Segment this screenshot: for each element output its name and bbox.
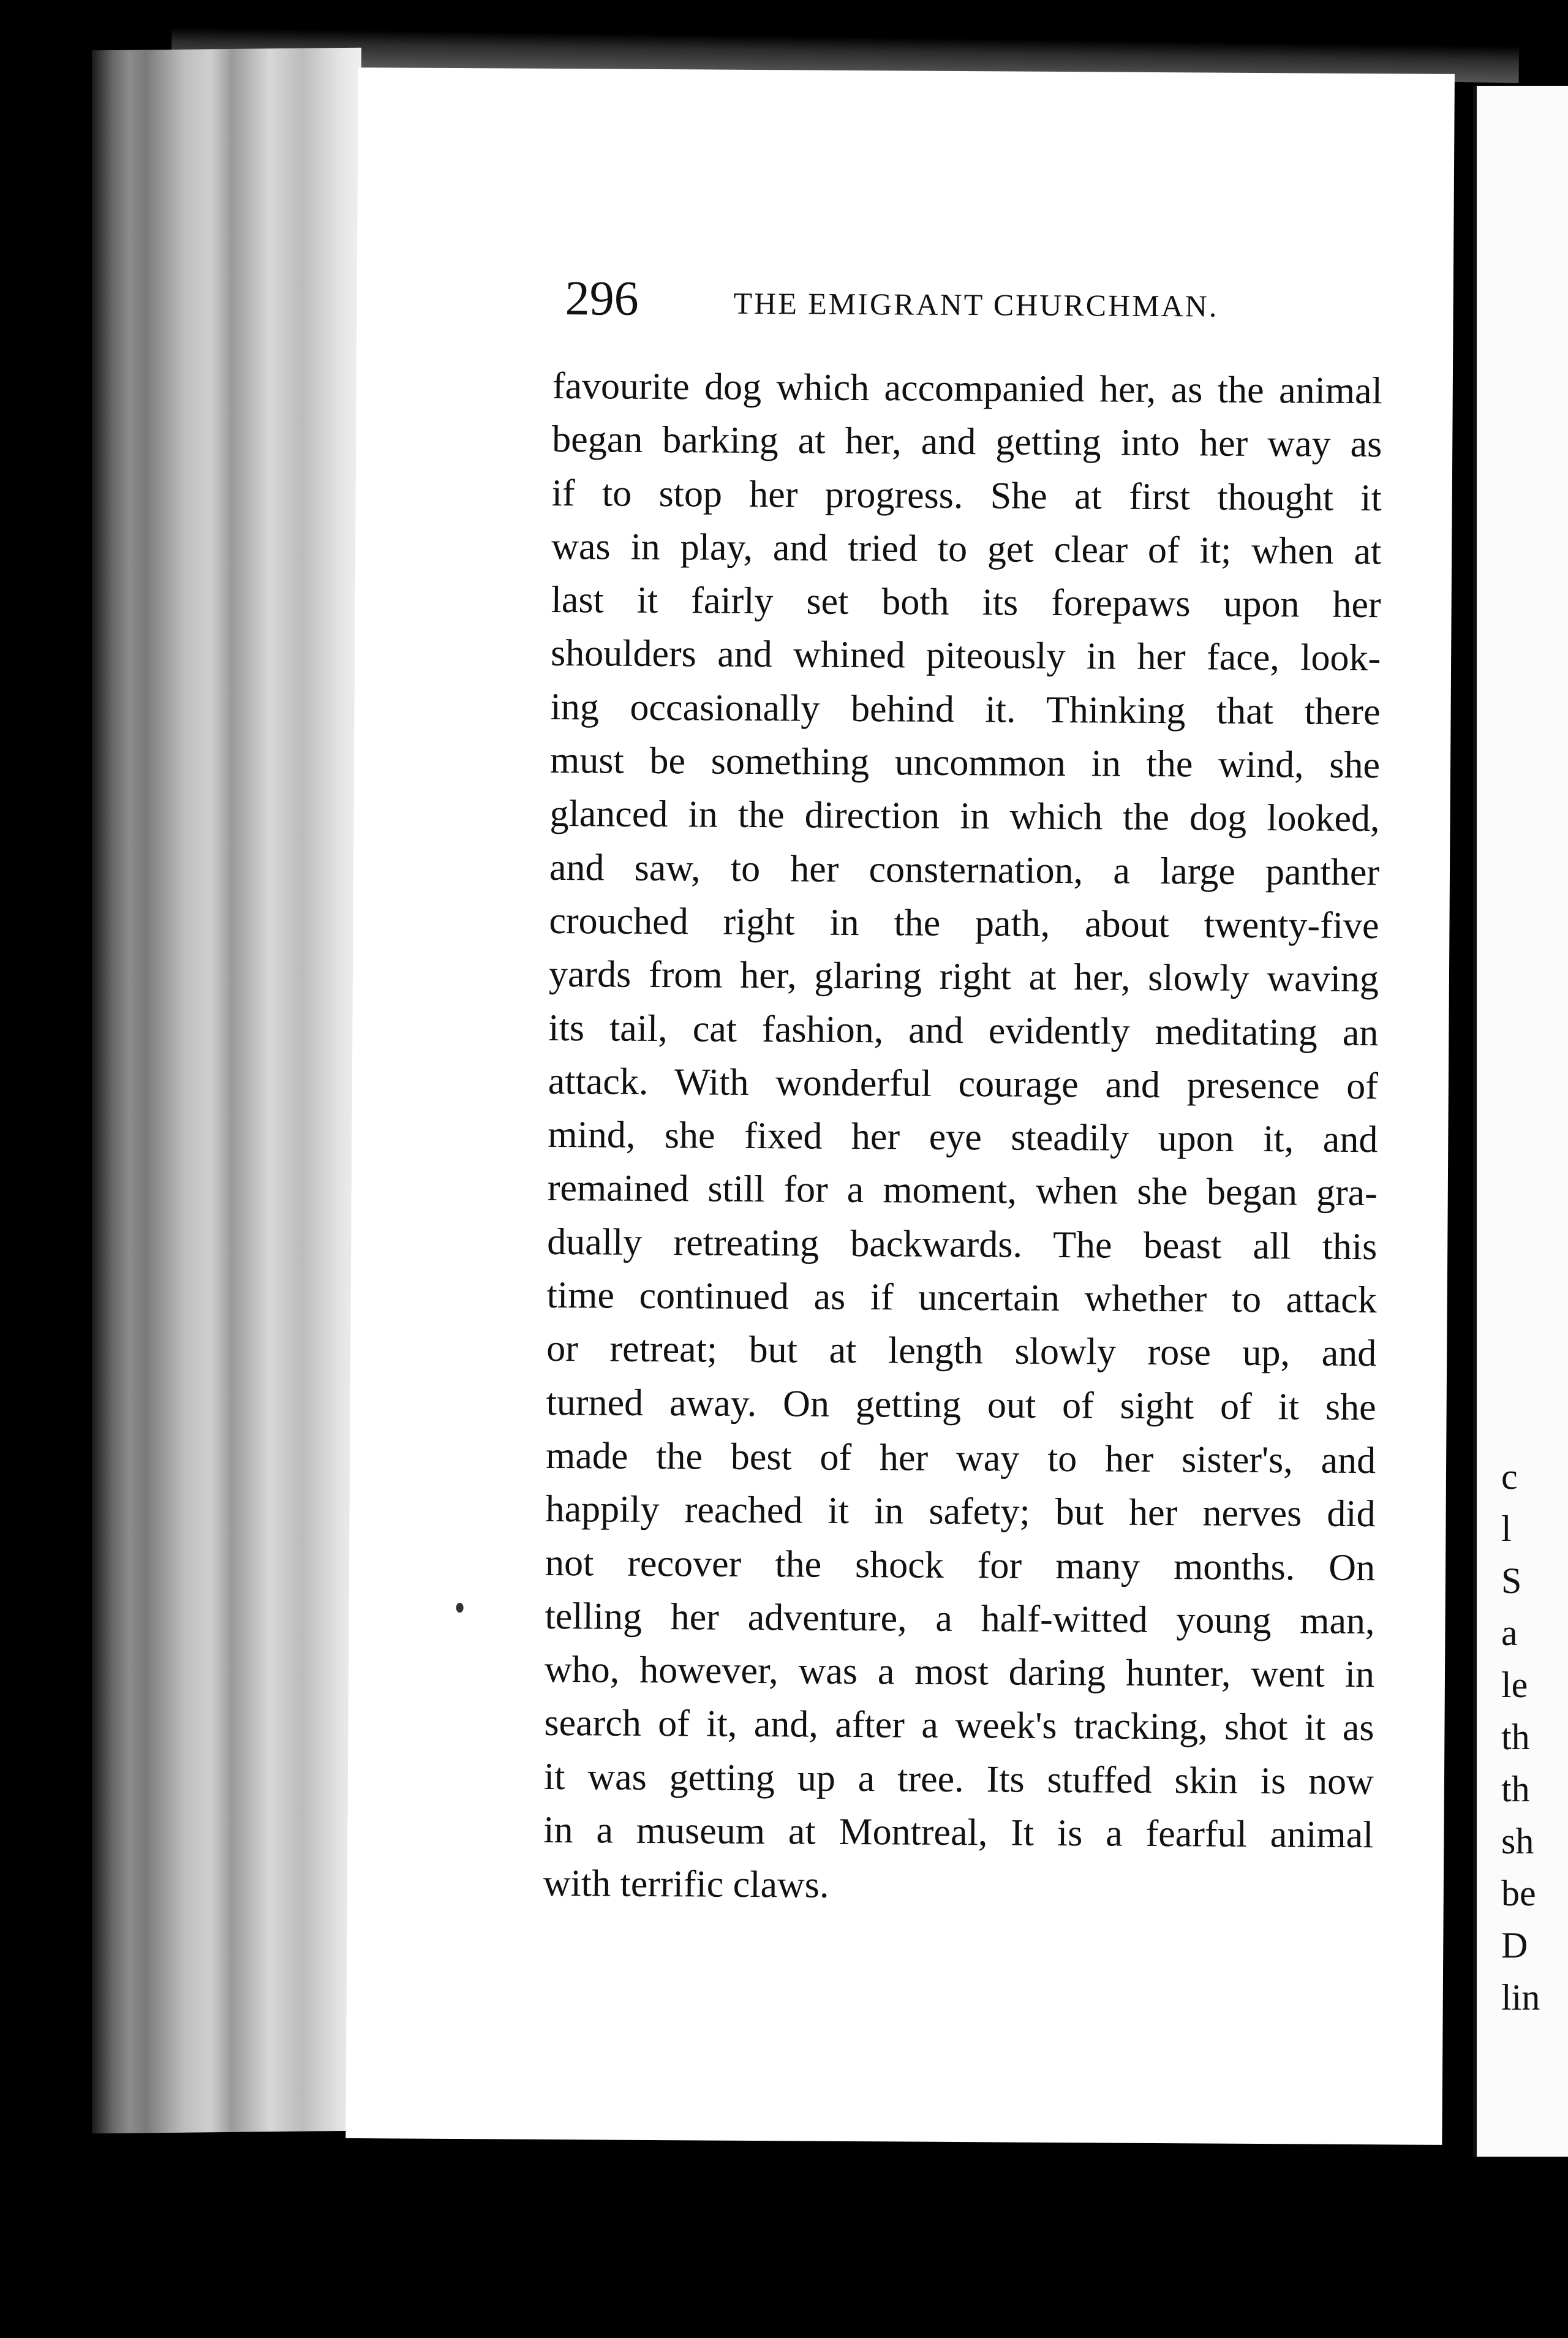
text-line: its tail, cat fashion, and evidently meditating an (548, 1007, 1379, 1054)
adjacent-page-fragment: l (1501, 1508, 1512, 1549)
text-line: favourite dog which accompanied her, as the animal (552, 365, 1383, 412)
text-line: began barking at her, and getting into her way as (552, 418, 1382, 466)
running-head: THE EMIGRANT CHURCHMAN. (733, 286, 1219, 323)
page-number: 296 (565, 271, 639, 326)
text-line: ing occasionally behind it. Thinking that there (550, 686, 1381, 733)
text-line: telling her adventure, a half-witted young man, (545, 1595, 1375, 1643)
text-line: or retreat; but at length slowly rose up, and (546, 1328, 1377, 1375)
text-line: shoulders and whined piteously in her face, look- (550, 632, 1381, 679)
adjacent-page-fragment: S (1501, 1561, 1522, 1601)
adjacent-page-fragment: th (1501, 1717, 1530, 1757)
adjacent-page-fragment: le (1501, 1665, 1528, 1705)
text-line: made the best of her way to her sister's, and (545, 1434, 1376, 1482)
text-line: glanced in the direction in which the dog looked, (549, 793, 1380, 840)
text-line: dually retreating backwards. The beast all this (547, 1220, 1378, 1268)
text-line: if to stop her progress. She at first thought it (551, 472, 1382, 519)
body-text (543, 360, 1382, 1916)
adjacent-page-fragment: be (1501, 1873, 1536, 1913)
text-line: in a museum at Montreal, It is a fearful animal (543, 1809, 1374, 1856)
text-line: was in play, and tried to get clear of it; when at (551, 525, 1382, 573)
page-header (565, 271, 1319, 343)
adjacent-page-fragment: sh (1501, 1821, 1534, 1861)
adjacent-page-fragment: c (1501, 1456, 1518, 1497)
adjacent-page-fragment: a (1501, 1613, 1518, 1653)
text-line: yards from her, glaring right at her, slowly waving (548, 953, 1379, 1001)
text-line: attack. With wonderful courage and presence of (548, 1060, 1379, 1108)
book-page (345, 67, 1455, 2145)
text-line: mind, she fixed her eye steadily upon it, and (548, 1114, 1378, 1161)
text-line: must be something uncommon in the wind, she (549, 740, 1381, 787)
text-line: who, however, was a most daring hunter, went in (544, 1649, 1375, 1696)
text-line: and saw, to her consternation, a large panther (549, 846, 1380, 893)
adjacent-page-fragment: lin (1501, 1977, 1540, 2018)
text-line: turned away. On getting out of sight of it she (546, 1381, 1376, 1428)
adjacent-page-fragment: th (1501, 1769, 1530, 1809)
text-line: last it fairly set both its forepaws upon her (551, 579, 1381, 626)
ink-speck (456, 1603, 464, 1613)
text-line: not recover the shock for many months. On (545, 1542, 1376, 1589)
adjacent-page-fragment: D (1501, 1925, 1528, 1965)
text-line: search of it, and, after a week's tracking, shot it as (544, 1702, 1374, 1749)
text-line: it was getting up a tree. Its stuffed skin is now (543, 1755, 1374, 1803)
text-line: crouched right in the path, about twenty-five (549, 899, 1379, 947)
text-line: remained still for a moment, when she began gra- (547, 1167, 1378, 1214)
text-line: with terrific claws. (543, 1863, 829, 1907)
adjacent-page-edge (1473, 86, 1568, 2157)
page-edge-stack (92, 48, 361, 2134)
text-line: happily reached it in safety; but her nerves did (545, 1488, 1376, 1535)
text-line: time continued as if uncertain whether to attack (546, 1274, 1377, 1322)
